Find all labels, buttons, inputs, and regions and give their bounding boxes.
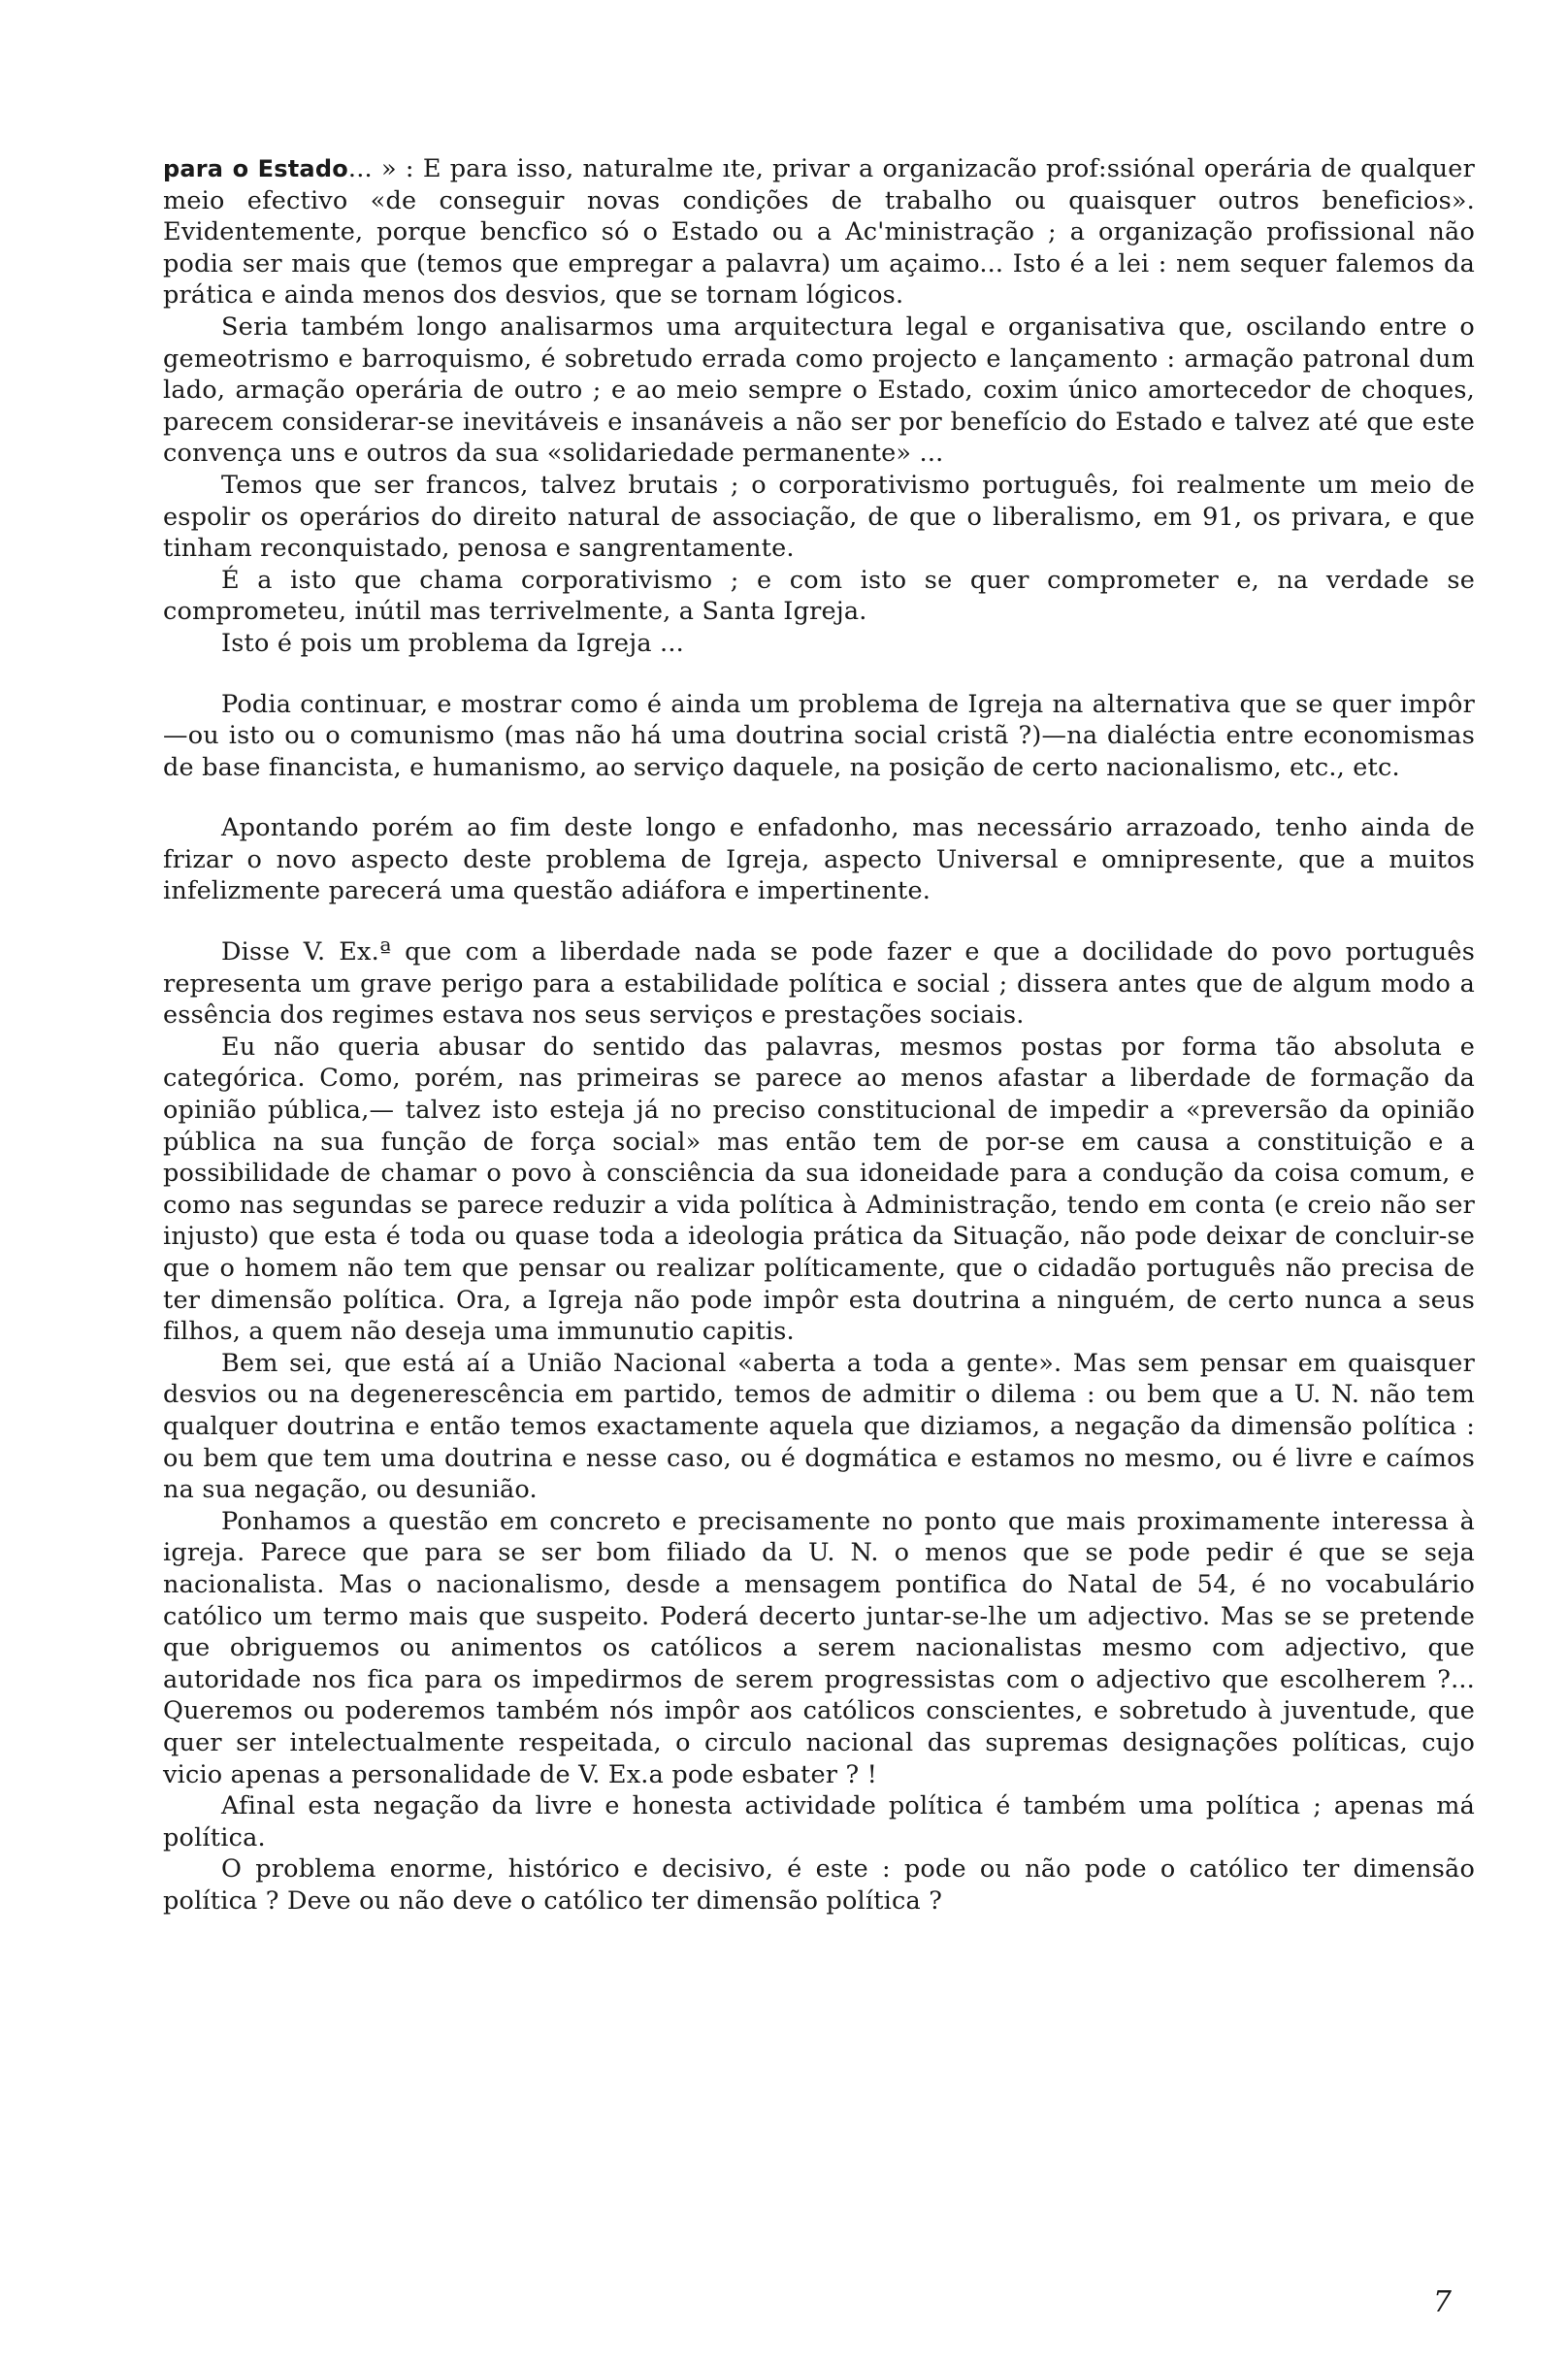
paragraph-4: É a isto que chama corporativismo ; e com isto se quer comprometer e, na verdade se comprometeu, inútil mas terrivelmente, a Santa Igreja.: [163, 565, 1475, 627]
document-body: [163, 153, 1475, 1917]
paragraph-11: Ponhamos a questão em concreto e precisamente no ponto que mais proximamente interessa à igreja. Parece que para se ser bom filiado da U. N. o menos que se pode pedir é que se seja nacionalista. Mas o nacionalismo, desde a mensagem pontifica do Natal de 54, é no vocabulário católico um termo mais que suspeito. Poderá decerto juntar-se-lhe um adjectivo. Mas se se pretende que obriguemos ou animentos os católicos a serem nacionalistas mesmo com adjectivo, que autoridade nos fica para os impedirmos de serem progressistas com o adjectivo que escolherem ?... Queremos ou poderemos também nós impôr aos católicos conscientes, e sobretudo à juventude, que quer ser intelectualmente respeitada, o circulo nacional das supremas designações políticas, cujo vicio apenas a personalidade de V. Ex.a pode esbater ? !: [163, 1506, 1475, 1789]
paragraph-text: ... » : E para isso, naturalme ıte, privar a organizacão prof:ssiónal operária de qualquer meio efectivo «de conseguir novas condições de trabalho ou quaisquer outros beneficios». Evidentemente, porque bencfico só o Estado ou a Ac'ministração ; a organização profissional não podia ser mais que (temos que empregar a palavra) um açaimo... Isto é a lei : nem sequer falemos da prática e ainda menos dos desvios, que se tornam lógicos.: [163, 154, 1475, 311]
paragraph-3: Temos que ser francos, talvez brutais ; o corporativismo português, foi realmente um meio de espolir os operários do direito natural de associação, de que o liberalismo, em 91, os privara, e que tinham reconquistado, penosa e sangrentamente.: [163, 470, 1475, 564]
paragraph-7: Apontando porém ao fim deste longo e enfadonho, mas necessário arrazoado, tenho ainda de frizar o novo aspecto deste problema de Igreja, aspecto Universal e omnipresente, que a muitos infelizmente parecerá uma questão adiáfora e impertinente.: [163, 813, 1475, 906]
paragraph-2: Seria também longo analisarmos uma arquitectura legal e organisativa que, oscilando entre o gemeotrismo e barroquismo, é sobretudo errada como projecto e lançamento : armação patronal dum lado, armação operária de outro ; e ao meio sempre o Estado, coxim único amortecedor de choques, parecem considerar-se inevitáveis e insanáveis a não ser por benefício do Estado e talvez até que este convença uns e outros da sua «solidariedade permanente» ...: [163, 311, 1475, 469]
paragraph-5: Isto é pois um problema da Igreja ...: [221, 628, 684, 658]
paragraph-10: Bem sei, que está aí a União Nacional «aberta a toda a gente». Mas sem pensar em quaisquer desvios ou na degenerescência em partido, temos de admitir o dilema : ou bem que a U. N. não tem qualquer doutrina e então temos exactamente aquela que diziamos, a negação da dimensão política : ou bem que tem uma doutrina e nesse caso, ou é dogmática e estamos no mesmo, ou é livre e caímos na sua negação, ou desunião.: [163, 1348, 1475, 1505]
page-number: 7: [1432, 2285, 1452, 2319]
paragraph-6: Podia continuar, e mostrar como é ainda um problema de Igreja na alternativa que se quer impôr—ou isto ou o comunismo (mas não há uma doutrina social cristã ?)—na dialéctia entre economismas de base financista, e humanismo, ao serviço daquele, na posição de certo nacionalismo, etc., etc.: [163, 689, 1475, 782]
paragraph-9: Eu não queria abusar do sentido das palavras, mesmos postas por forma tão absoluta e categórica. Como, porém, nas primeiras se parece ao menos afastar a liberdade de formação da opinião pública,— talvez isto esteja já no preciso constitucional de impedir a «preversão da opinião pública na sua função de força social» mas então tem de por-se em causa a constituição e a possibilidade de chamar o povo à consciência da sua idoneidade para a condução da coisa comum, e como nas segundas se parece reduzir a vida política à Administração, tendo em conta (e creio não ser injusto) que esta é toda ou quase toda a ideologia prática da Situação, não pode deixar de concluir-se que o homem não tem que pensar ou realizar políticamente, que o cidadão português não precisa de ter dimensão política. Ora, a Igreja não pode impôr esta doutrina a ninguém, de certo nunca a seus filhos, a quem não deseja uma immunutio capitis.: [163, 1032, 1475, 1347]
paragraph-13: O problema enorme, histórico e decisivo, é este : pode ou não pode o católico ter dimensão política ? Deve ou não deve o católico ter dimensão política ?: [163, 1854, 1475, 1916]
paragraph-12: Afinal esta negação da livre e honesta actividade política é também uma política ; apenas má política.: [163, 1791, 1475, 1852]
paragraph-lead: para o Estado: [163, 155, 348, 182]
paragraph-8: Disse V. Ex.ª que com a liberdade nada se pode fazer e que a docilidade do povo português representa um grave perigo para a estabilidade política e social ; dissera antes que de algum modo a essência dos regimes estava nos seus serviços e prestações sociais.: [163, 937, 1475, 1031]
paragraph-1: [163, 153, 1475, 311]
